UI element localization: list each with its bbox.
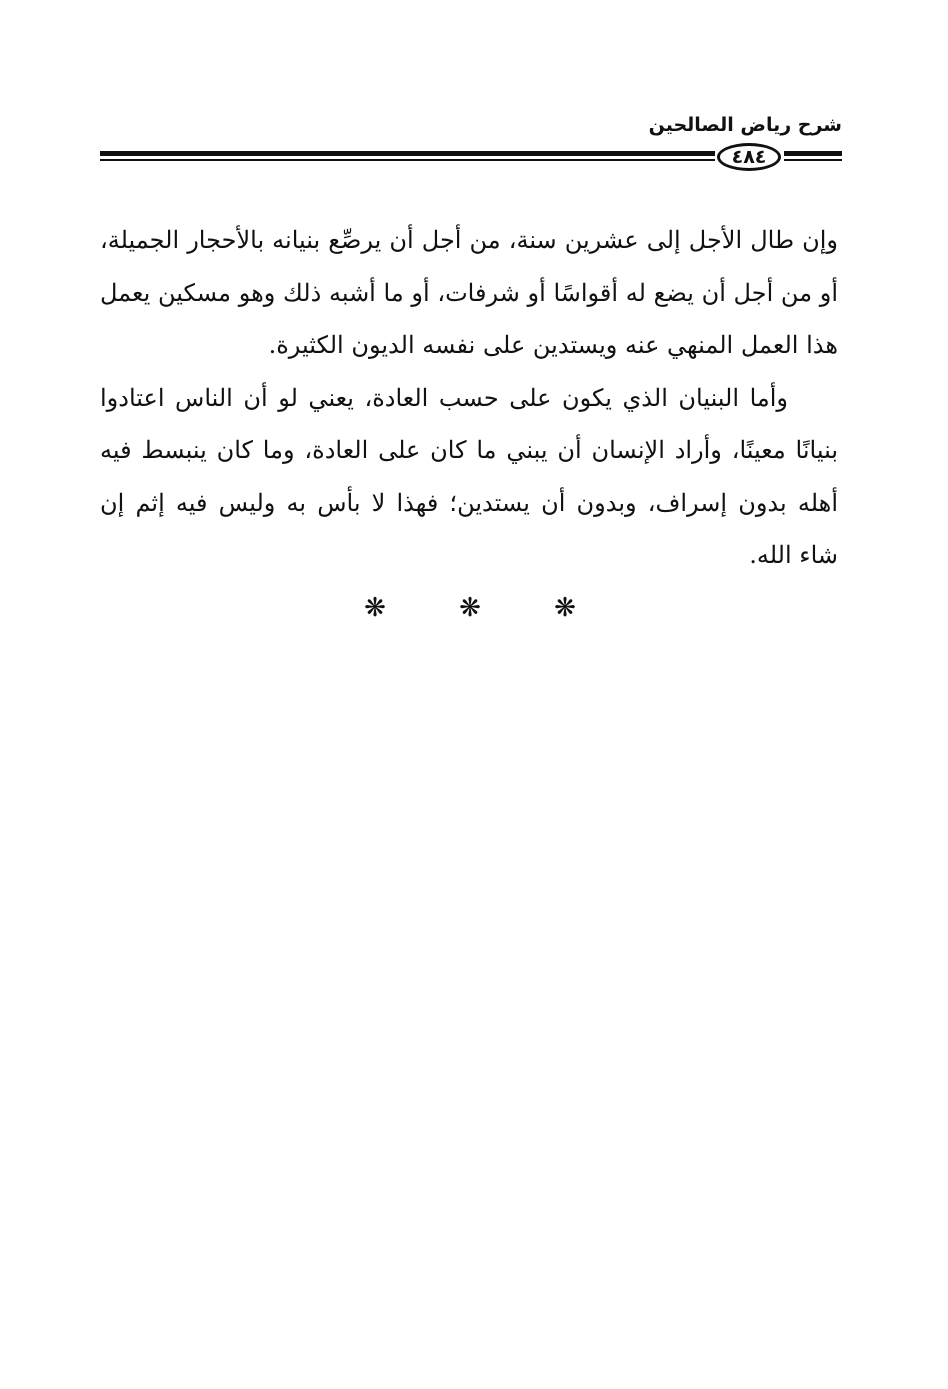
asterism-icon: ❋	[364, 593, 386, 623]
page-number: ٤٨٤	[717, 143, 781, 171]
rule-thick-line	[784, 151, 842, 156]
header-rule	[100, 143, 842, 173]
rule-thick-line	[100, 151, 715, 156]
header-rule-left	[100, 151, 715, 163]
asterism-icon: ❋	[554, 593, 576, 623]
book-title: شرح رياض الصالحين	[648, 114, 842, 136]
asterism-icon: ❋	[459, 593, 481, 623]
running-header	[100, 112, 842, 142]
rule-thin-line	[784, 159, 842, 161]
body-text	[100, 214, 838, 582]
header-rule-right	[784, 151, 842, 163]
rule-thin-line	[100, 159, 715, 161]
section-separator	[360, 588, 580, 628]
paragraph-1: وإن طال الأجل إلى عشرين سنة، من أجل أن يرصِّع بنيانه بالأحجار الجميلة، أو من أجل أن يضع له أقواسًا أو شرفات، أو ما أشبه ذلك وهو مسكين يعمل هذا العمل المنهي عنه ويستدين على نفسه الديون الكثيرة.	[100, 226, 838, 359]
paragraph-2: وأما البنيان الذي يكون على حسب العادة، يعني لو أن الناس اعتادوا بنيانًا معينًا، وأراد الإنسان أن يبني ما كان على العادة، وما كان ينبسط فيه أهله بدون إسراف، وبدون أن يستدين؛ فهذا لا بأس به وليس فيه إثم إن شاء الله.	[100, 383, 839, 569]
